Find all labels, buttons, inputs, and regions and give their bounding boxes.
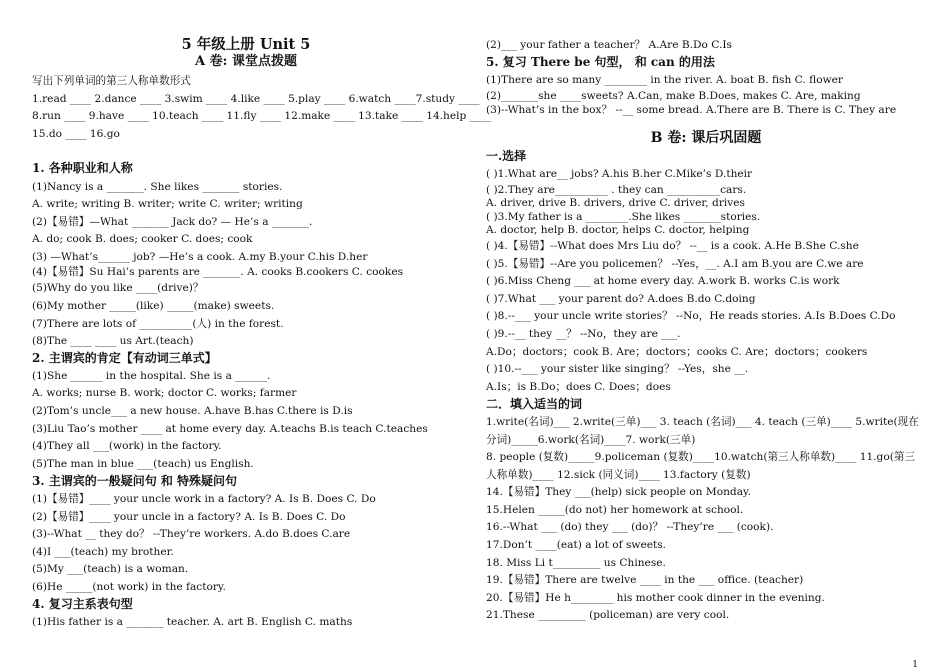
instruction-line: 写出下列单词的第三人称单数形式 [32,75,191,87]
question-line: 人称单数)____ 12.sick (同义词)____ 13.factory (复数) [486,469,751,481]
section-heading: 二．填入适当的词 [486,397,583,411]
question-line: 21.These _________ (policeman) are very cool. [486,609,730,621]
question-line: (1)There are so many ________ in the river. A. boat B. fish C. flower [486,74,843,86]
option-line: A. write; writing B. writer; write C. writer; writing [32,198,303,210]
option-line: A. doctor, help B. doctor, helps C. doctor, helping [486,224,750,236]
question-line: (3)Liu Tao’s mother ____ at home every day. A.teachs B.is teach C.teaches [32,423,428,435]
section-heading: 5. 复习 There be 句型， 和 can 的用法 [486,55,715,69]
section-a-title: A 卷: 课堂点拨题 [195,54,297,69]
question-line: (1)Nancy is a _______. She likes _______ stories. [32,181,283,193]
question-line: 15.do ____ 16.go [32,128,120,140]
question-line: 15.Helen _____(do not) her homework at school. [486,504,744,516]
question-line: (8)The ____ ____ us Art.(teach) [32,335,194,347]
question-line: (2)Tom’s uncle___ a new house. A.have B.has C.there is D.is [32,405,353,417]
option-line: A. driver, drive B. drivers, drive C. driver, drives [486,197,745,209]
question-line: (4)I ___(teach) my brother. [32,546,174,558]
section-heading: 1. 各种职业和人称 [32,161,133,175]
option-line: A.Is；is B.Do；does C. Does；does [486,381,671,393]
question-line: ( )9.--__ they __？ --No，they are ___. [486,328,681,340]
question-line: 19.【易错】There are twelve ____ in the ___ office. (teacher) [486,574,804,586]
question-line: (3)--What’s in the box？ --__ some bread. A.There are B. There is C. They are [486,104,897,116]
question-line: ( )6.Miss Cheng ___ at home every day. A.work B. works C.is work [486,275,840,287]
question-line: (5)Why do you like ____(drive)？ [32,282,204,294]
question-line: (4)They all ___(work) in the factory. [32,440,222,452]
question-line: (5)The man in blue ___(teach) us English. [32,458,254,470]
question-line: (5)My ___(teach) is a woman. [32,563,189,575]
question-line: (3) —What’s______ job? —He’s a cook. A.my B.your C.his D.her [32,251,368,263]
question-line: 1.write(名词)___ 2.write(三单)___ 3. teach (名词)___ 4. teach (三单)____ 5.write(现在 [486,416,919,428]
page-number: 1 [912,660,918,670]
question-line: (3)--What __ they do？ --They’re workers. A.do B.does C.are [32,528,351,540]
question-line: ( )7.What ___ your parent do? A.does B.do C.doing [486,293,756,305]
question-line: ( )3.My father is a ________.She likes _______stories. [486,211,761,223]
section-heading: 4. 复习主系表句型 [32,597,133,611]
question-line: 8. people (复数)_____9.policeman (复数)____10.watch(第三人称单数)____ 11.go(第三 [486,451,916,463]
question-line: 18. Miss Li t_________ us Chinese. [486,557,666,569]
question-line: ( )2.They are__________ . they can __________cars. [486,184,747,196]
question-line: ( )4.【易错】--What does Mrs Liu do？ --__ is a cook. A.He B.She C.she [486,240,859,252]
section-heading: 一.选择 [486,149,527,163]
question-line: ( )5.【易错】--Are you policemen？ --Yes，__. A.I am B.you are C.we are [486,258,864,270]
question-line: 17.Don’t ____(eat) a lot of sweets. [486,539,667,551]
question-line: ( )10.--___ your sister like singing？ --Yes，she __. [486,363,749,375]
question-line: (1)【易错】____ your uncle work in a factory? A. Is B. Does C. Do [32,493,376,505]
question-line: (1)His father is a _______ teacher. A. art B. English C. maths [32,616,353,628]
question-line: (1)She ______ in the hospital. She is a ______. [32,370,271,382]
question-line: 1.read ____ 2.dance ____ 3.swim ____ 4.like ____ 5.play ____ 6.watch ____7.study ____ [32,93,480,105]
question-line: 分词)_____6.work(名词)____7. work(三单) [486,434,696,446]
question-line: ( )1.What are__ jobs? A.his B.her C.Mike’s D.their [486,168,753,180]
section-heading: 3. 主谓宾的一般疑问句 和 特殊疑问句 [32,474,238,488]
question-line: 14.【易错】They ___(help) sick people on Monday. [486,486,751,498]
question-line: 8.run ____ 9.have ____ 10.teach ____ 11.fly ____ 12.make ____ 13.take ____ 14.help ____ [32,110,491,122]
question-line: ( )8.--___ your uncle write stories？ --No，He reads stories. A.Is B.Does C.Do [486,310,896,322]
option-line: A.Do；doctors；cook B. Are；doctors；cooks C. Are；doctors；cookers [486,346,868,358]
section-b-title: B 卷: 课后巩固题 [650,130,762,146]
question-line: (2)_______she ____sweets? A.Can, make B.Does, makes C. Are, making [486,90,861,102]
question-line: 16.--What ___ (do) they ___ (do)？ --They’re ___ (cook). [486,521,774,533]
section-heading: 2. 主谓宾的肯定【有动词三单式】 [32,351,217,365]
question-line: (2)【易错】____ your uncle in a factory? A. Is B. Does C. Do [32,511,346,523]
question-line: (2)___ your father a teacher？ A.Are B.Do C.Is [486,39,732,51]
question-line: (6)He _____(not work) in the factory. [32,581,226,593]
question-line: (2)【易错】—What _______ Jack do? — He’s a _______. [32,216,313,228]
question-line: (4)【易错】Su Hai’s parents are _______. A. cooks B.cookers C. cookes [32,266,404,278]
question-line: (7)There are lots of __________(人) in the forest. [32,318,284,330]
question-line: 20.【易错】He h________ his mother cook dinner in the evening. [486,592,825,604]
question-line: (6)My mother _____(like) _____(make) sweets. [32,300,275,312]
page-title: 5 年级上册 Unit 5 [181,36,311,53]
option-line: A. do; cook B. does; cooker C. does; cook [32,233,253,245]
option-line: A. works; nurse B. work; doctor C. works; farmer [32,387,297,399]
